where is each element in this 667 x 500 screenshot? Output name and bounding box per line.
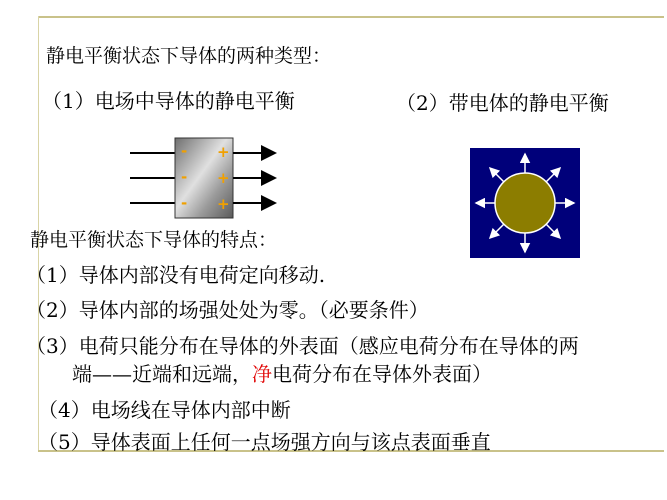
feature-2: （2）导体内部的场强处处为零。（必要条件） <box>26 298 429 322</box>
feature-3-text-a: 端——近端和远端， <box>72 362 252 386</box>
type-1-label: （1）电场中导体的静电平衡 <box>42 89 295 113</box>
feature-3-line-1: （3）电荷只能分布在导体的外表面（感应电荷分布在导体的两 <box>26 334 579 358</box>
negative-charge: - <box>181 194 188 212</box>
conductor-in-field-figure <box>125 136 285 220</box>
top-rule <box>38 16 664 18</box>
positive-charge: + <box>217 169 230 187</box>
feature-3-text-b: 电荷分布在导体外表面） <box>272 362 492 386</box>
positive-charge: + <box>217 195 230 213</box>
negative-charge: - <box>181 168 188 186</box>
positive-charge: + <box>217 143 230 161</box>
feature-5: （5）导体表面上任何一点场强方向与该点表面垂直 <box>38 430 491 454</box>
field-lines-right <box>233 153 275 203</box>
field-lines-left <box>130 153 175 203</box>
feature-3-line-2 <box>72 362 492 386</box>
feature-1: （1）导体内部没有电荷定向移动. <box>26 263 326 287</box>
features-heading: 静电平衡状态下导体的特点： <box>30 229 278 251</box>
negative-charge: - <box>181 142 188 160</box>
net-charge-emphasis: 净 <box>252 362 272 386</box>
type-2-label: （2）带电体的静电平衡 <box>396 91 609 115</box>
charged-sphere-figure <box>470 148 580 258</box>
feature-4: （4）电场线在导体内部中断 <box>38 398 291 422</box>
slide-title: 静电平衡状态下导体的两种类型： <box>46 45 332 67</box>
